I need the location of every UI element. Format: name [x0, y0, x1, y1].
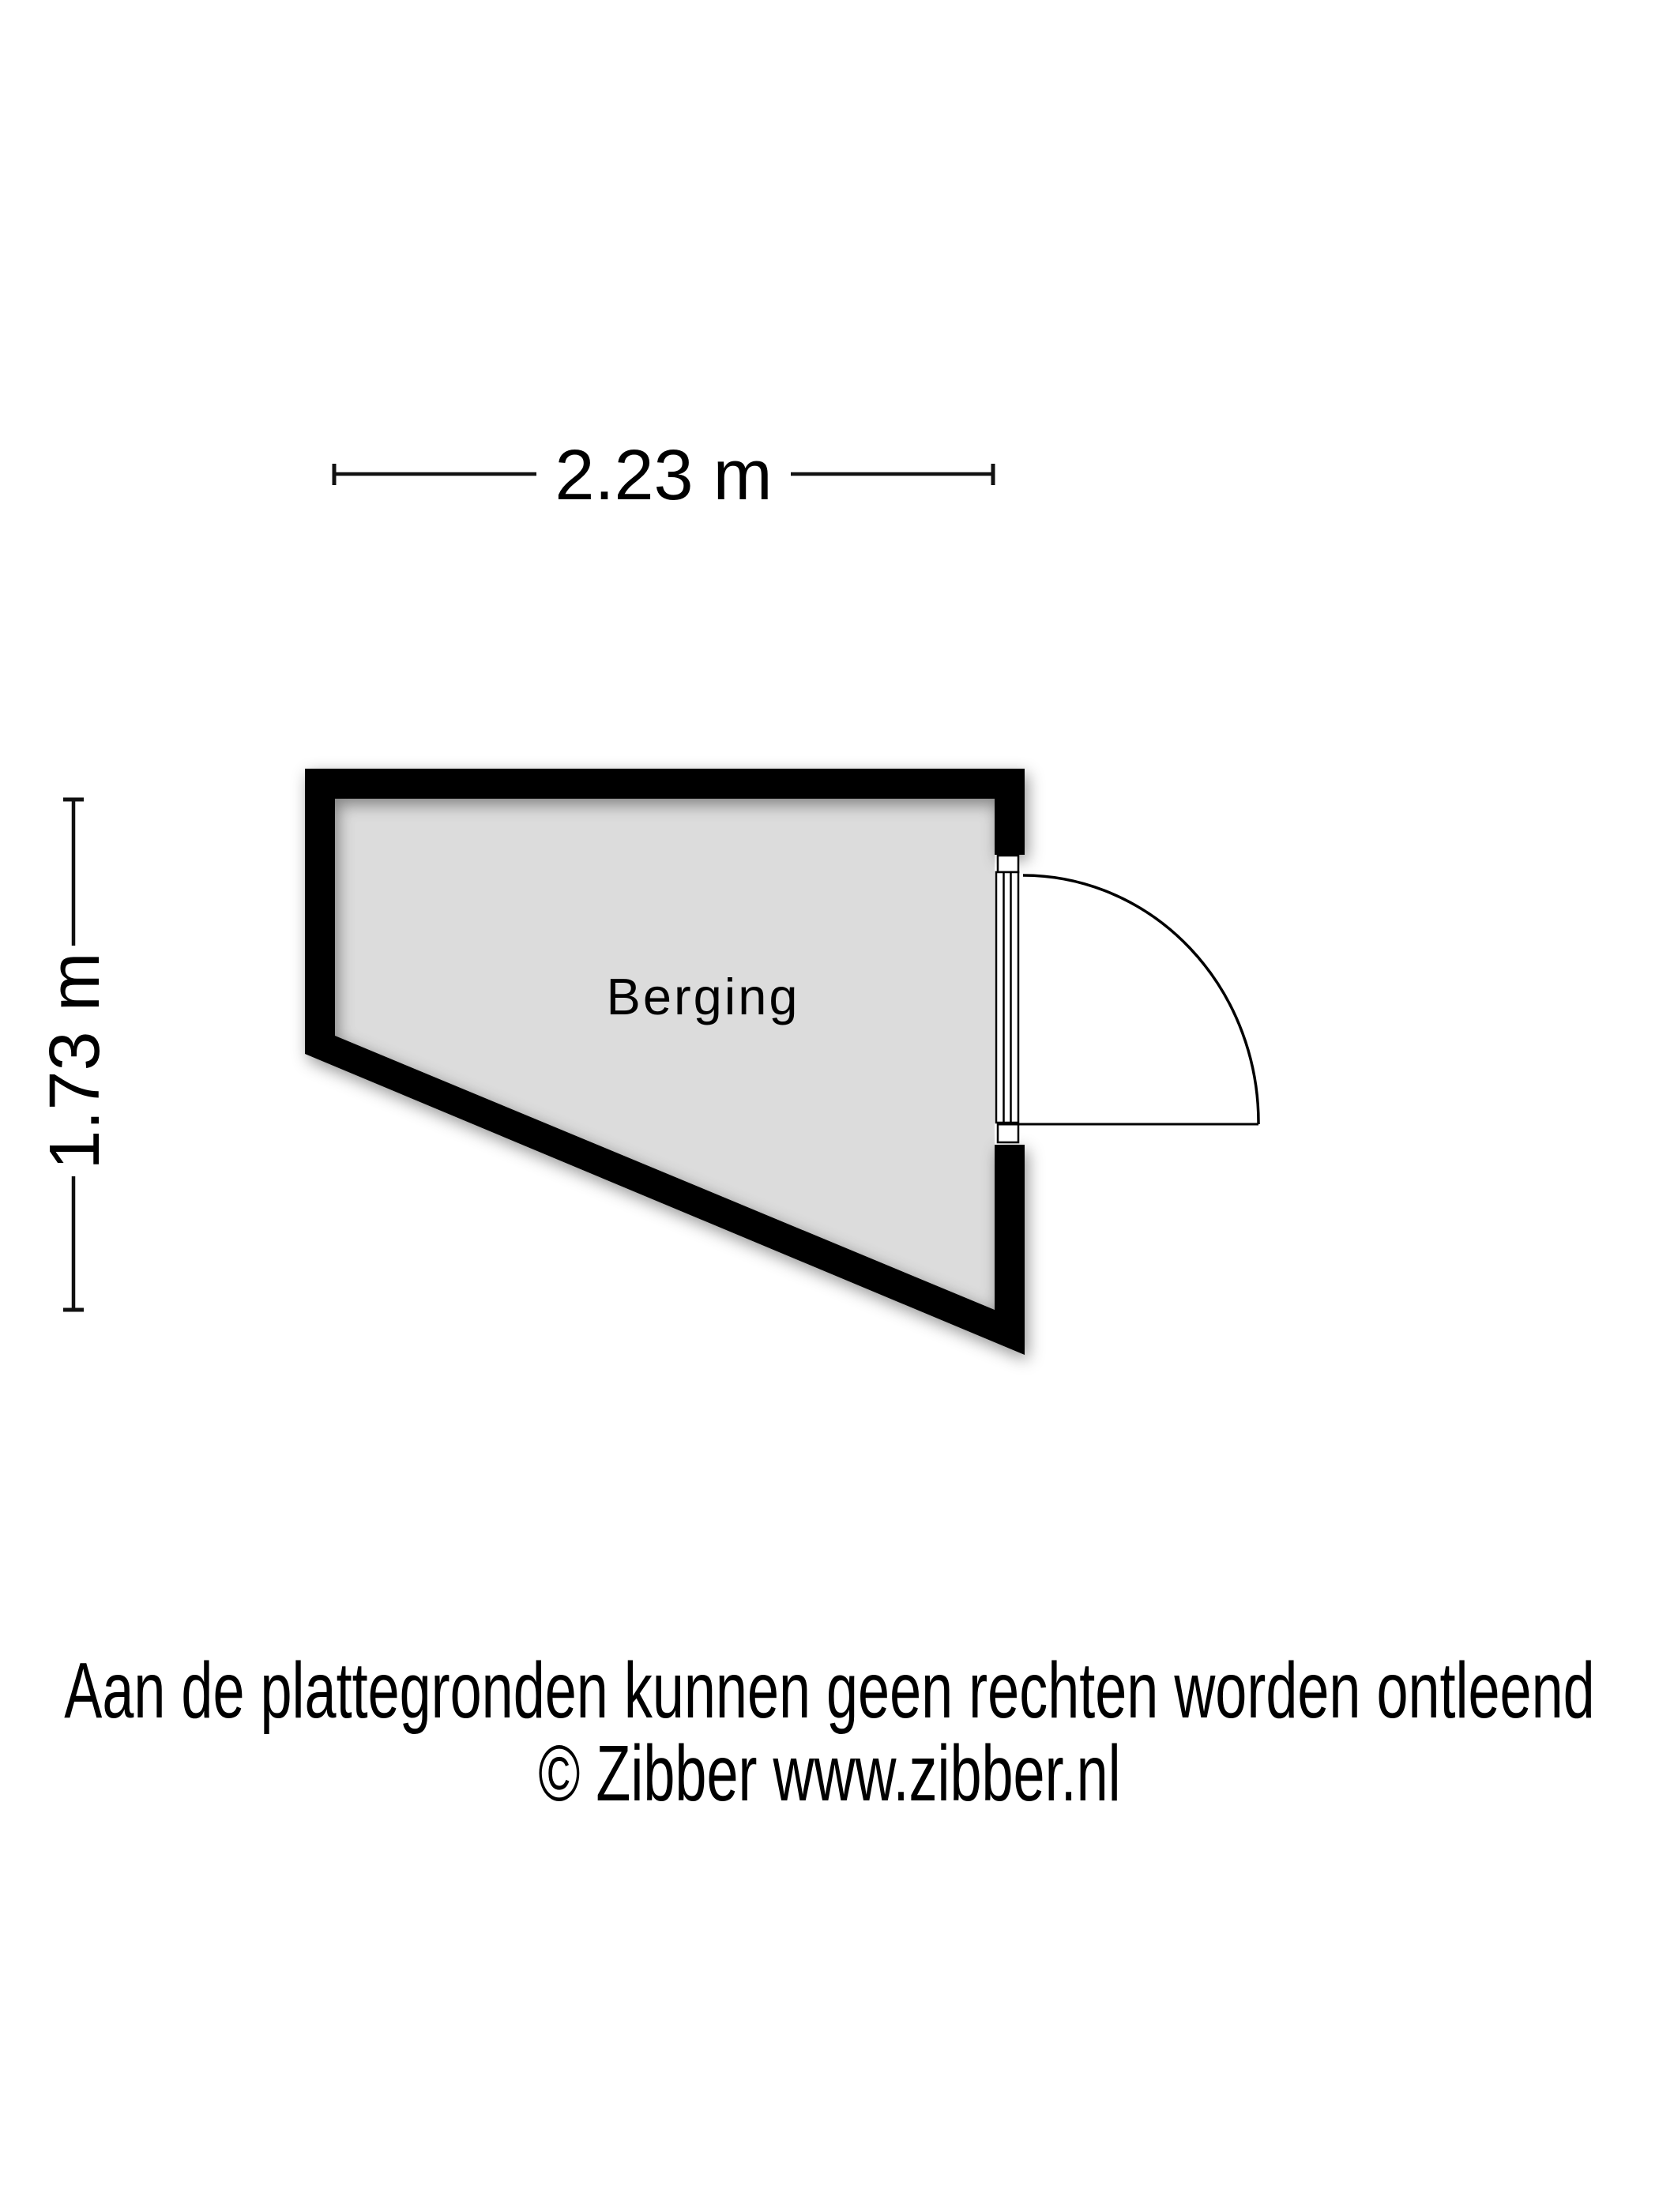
footer-disclaimer: Aan de plattegronden kunnen geen rechten worden ontleend	[64, 1646, 1595, 1735]
height-dimension-label: 1.73 m	[36, 952, 115, 1170]
room-label: Berging	[606, 968, 800, 1025]
door-frame-top	[998, 856, 1018, 872]
door	[996, 856, 1258, 1142]
room-berging	[305, 769, 1258, 1355]
footer	[64, 1646, 1594, 1817]
door-frame-bottom	[998, 1124, 1018, 1142]
door-panel	[996, 872, 1018, 1123]
width-dimension-label: 2.23 m	[555, 436, 773, 515]
door-swing-arc	[1023, 875, 1258, 1124]
room-floor	[335, 799, 995, 1310]
footer-copyright: © Zibber www.zibber.nl	[538, 1729, 1121, 1818]
height-dimension	[36, 799, 115, 1310]
width-dimension	[334, 436, 993, 515]
